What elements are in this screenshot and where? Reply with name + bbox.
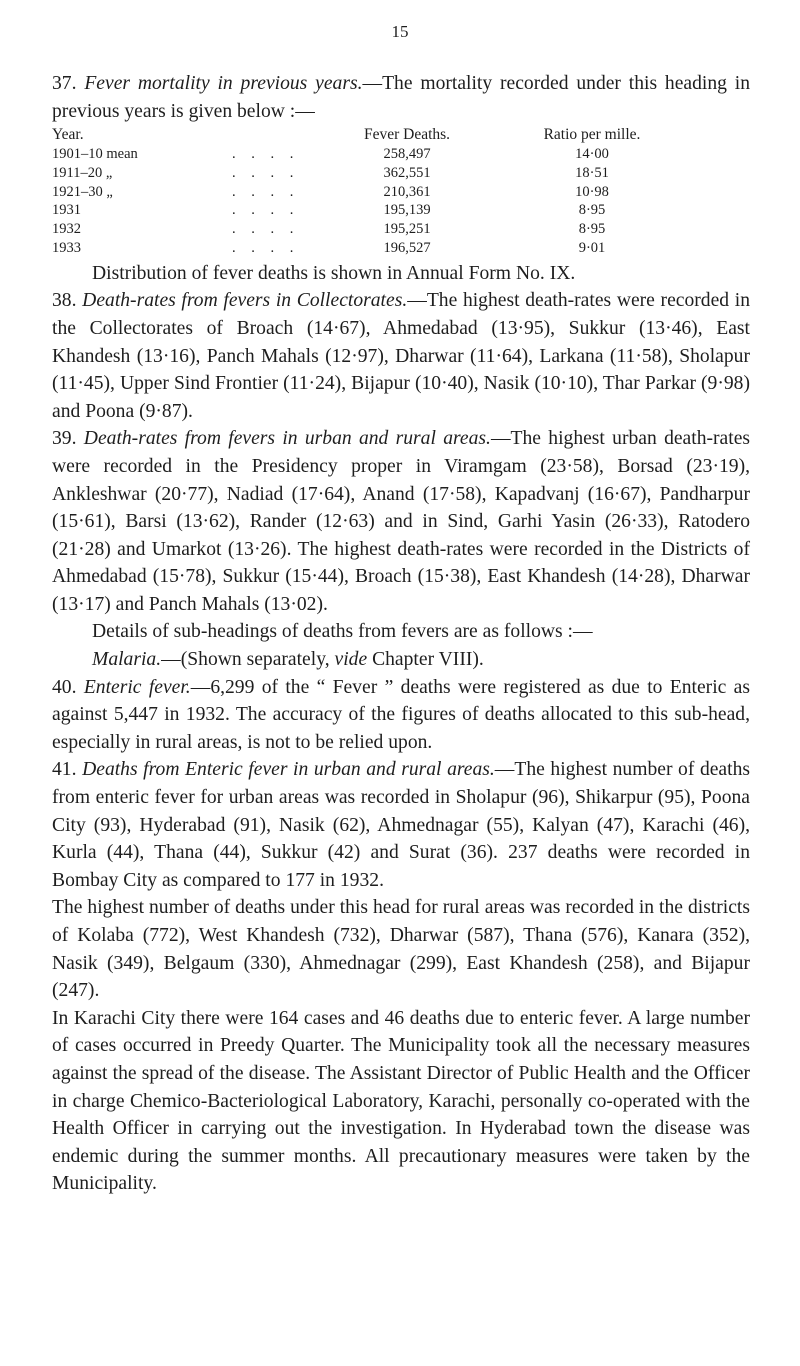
row-ratio: 9·01 <box>578 239 606 256</box>
table-row <box>52 164 692 183</box>
row-dots: . . . . <box>232 202 300 219</box>
row-year: 1901–10 mean <box>52 145 138 162</box>
para-39-number: 39. <box>52 428 77 450</box>
malaria-text-after: Chapter VIII). <box>367 649 484 671</box>
row-deaths: 195,139 <box>383 202 431 219</box>
para-37-number: 37. <box>52 73 77 94</box>
para-39-text: —The highest urban death-rates were recorded in the Presidency proper in Viramgam (23·58), Borsad (23·19), Ankleshwar (20·77), Nadiad (17·64), Anand (17·58), Kapadvanj (16·67), Pandharpur (15·61), Barsi (13·62), Rander (12·63) and in Sind, Garhi Yasin (26·33), Ratodero (21·28) and Umarkot (13·26). The highest death-rates were recorded in the Districts of Ahmedabad (15·78), Sukkur (15·44), Broach (15·38), East Khandesh (14·28), Dharwar (13·17) and Panch Mahals (13·02). <box>52 428 751 615</box>
para-41-heading: Deaths from Enteric fever in urban and rural areas. <box>82 759 495 781</box>
row-dots: . . . . <box>232 183 300 200</box>
row-deaths: 210,361 <box>383 183 431 200</box>
karachi-paragraph: In Karachi City there were 164 cases and 46 deaths due to enteric fever. A large number of cases occurred in Preedy Quarter. The Municipality took all the necessary measures against the spread of the disease. The Assistant Director of Public Health and the Officer in charge Chemico-Bacteriological Laboratory, Karachi, personally co-operated with the Health Officer in carrying out the investigation. In Hyderabad town the disease was endemic during the summer months. All precautionary measures were taken by the Municipality. <box>52 1007 750 1195</box>
para-40-heading: Enteric fever. <box>83 676 191 698</box>
header-ratio: Ratio per mille. <box>543 126 641 144</box>
table-row <box>52 201 692 220</box>
row-year: 1921–30 „ <box>52 183 113 200</box>
header-year: Year. <box>52 126 84 144</box>
row-deaths: 258,497 <box>383 145 431 162</box>
paragraph-38 <box>52 287 750 425</box>
paragraph-41 <box>52 756 750 894</box>
row-dots: . . . . <box>232 239 300 256</box>
para-37-text: —The mortality recorded under this heading in previous years is given below :— <box>52 73 750 122</box>
rural-areas-paragraph: The highest number of deaths under this head for rural areas was recorded in the districts of Kolaba (772), West Khandesh (732), Dharwar (587), Thana (576), Kanara (352), Nasik (349), Belgaum (330), Ahmednagar (299), East Khandesh (258), and Bijapur (247). <box>52 897 750 1002</box>
table-row <box>52 183 692 202</box>
row-ratio: 8·95 <box>578 221 606 238</box>
para-40-text: —6,299 of the “ Fever ” deaths were registered as due to Enteric as against 5,447 in 1932. The accuracy of the figures of deaths allocated to this sub-head, especially in rural areas, is not to be relied upon. <box>52 676 750 753</box>
para-38-number: 38. <box>52 290 77 312</box>
paragraph-39 <box>52 425 750 618</box>
table-row <box>52 239 692 258</box>
para-40-number: 40. <box>52 676 77 698</box>
para-38-text: —The highest death-rates were recorded in the Collectorates of Broach (14·67), Ahmedabad (13·95), Sukkur (13·46), East Khandesh (13·16), Panch Mahals (12·97), Dharwar (11·64), Larkana (11·58), Sholapur (11·45), Upper Sind Frontier (11·24), Bijapur (10·40), Nasik (10·10), Thar Parkar (9·98) and Poona (9·87). <box>52 290 750 422</box>
row-deaths: 195,251 <box>383 221 431 238</box>
row-deaths: 196,527 <box>383 239 431 256</box>
paragraph-40 <box>52 674 750 757</box>
para-37-heading: Fever mortality in previous years. <box>84 73 363 94</box>
row-dots: . . . . <box>232 164 300 181</box>
table-row <box>52 145 692 164</box>
row-ratio: 10·98 <box>575 183 609 200</box>
row-ratio: 8·95 <box>578 202 606 219</box>
malaria-vide: vide <box>334 649 368 671</box>
para-38-heading: Death-rates from fevers in Collectorates. <box>82 290 408 312</box>
row-dots: . . . . <box>232 221 300 238</box>
fever-deaths-table <box>52 126 692 258</box>
row-deaths: 362,551 <box>383 164 431 181</box>
body-text <box>52 70 750 1198</box>
header-deaths: Fever Deaths. <box>363 126 451 144</box>
malaria-text-before: —(Shown separately, <box>161 649 335 671</box>
malaria-line <box>52 646 750 674</box>
malaria-heading: Malaria. <box>92 649 162 671</box>
details-line: Details of sub-headings of deaths from fevers are as follows :— <box>92 621 593 643</box>
row-dots: . . . . <box>232 145 300 162</box>
table-header-row <box>52 126 692 145</box>
distribution-note: Distribution of fever deaths is shown in Annual Form No. IX. <box>92 262 576 284</box>
row-year: 1911–20 „ <box>52 164 113 181</box>
page-number: 15 <box>391 22 409 41</box>
table-row <box>52 220 692 239</box>
row-year: 1931 <box>52 202 81 219</box>
row-ratio: 14·00 <box>575 145 609 162</box>
para-39-heading: Death-rates from fevers in urban and rural areas. <box>83 428 491 450</box>
para-41-text: —The highest number of deaths from enteric fever for urban areas was recorded in Sholapur (96), Shikarpur (95), Poona City (93), Hyderabad (91), Nasik (62), Ahmednagar (55), Kalyan (47), Karachi (46), Kurla (44), Thana (44), Sukkur (42) and Surat (36). 237 deaths were recorded in Bombay City as compared to 177 in 1932. <box>52 759 750 891</box>
paragraph-37 <box>52 70 750 125</box>
para-41-number: 41. <box>52 759 77 781</box>
row-ratio: 18·51 <box>575 164 609 181</box>
row-year: 1933 <box>52 239 81 256</box>
row-year: 1932 <box>52 221 81 238</box>
